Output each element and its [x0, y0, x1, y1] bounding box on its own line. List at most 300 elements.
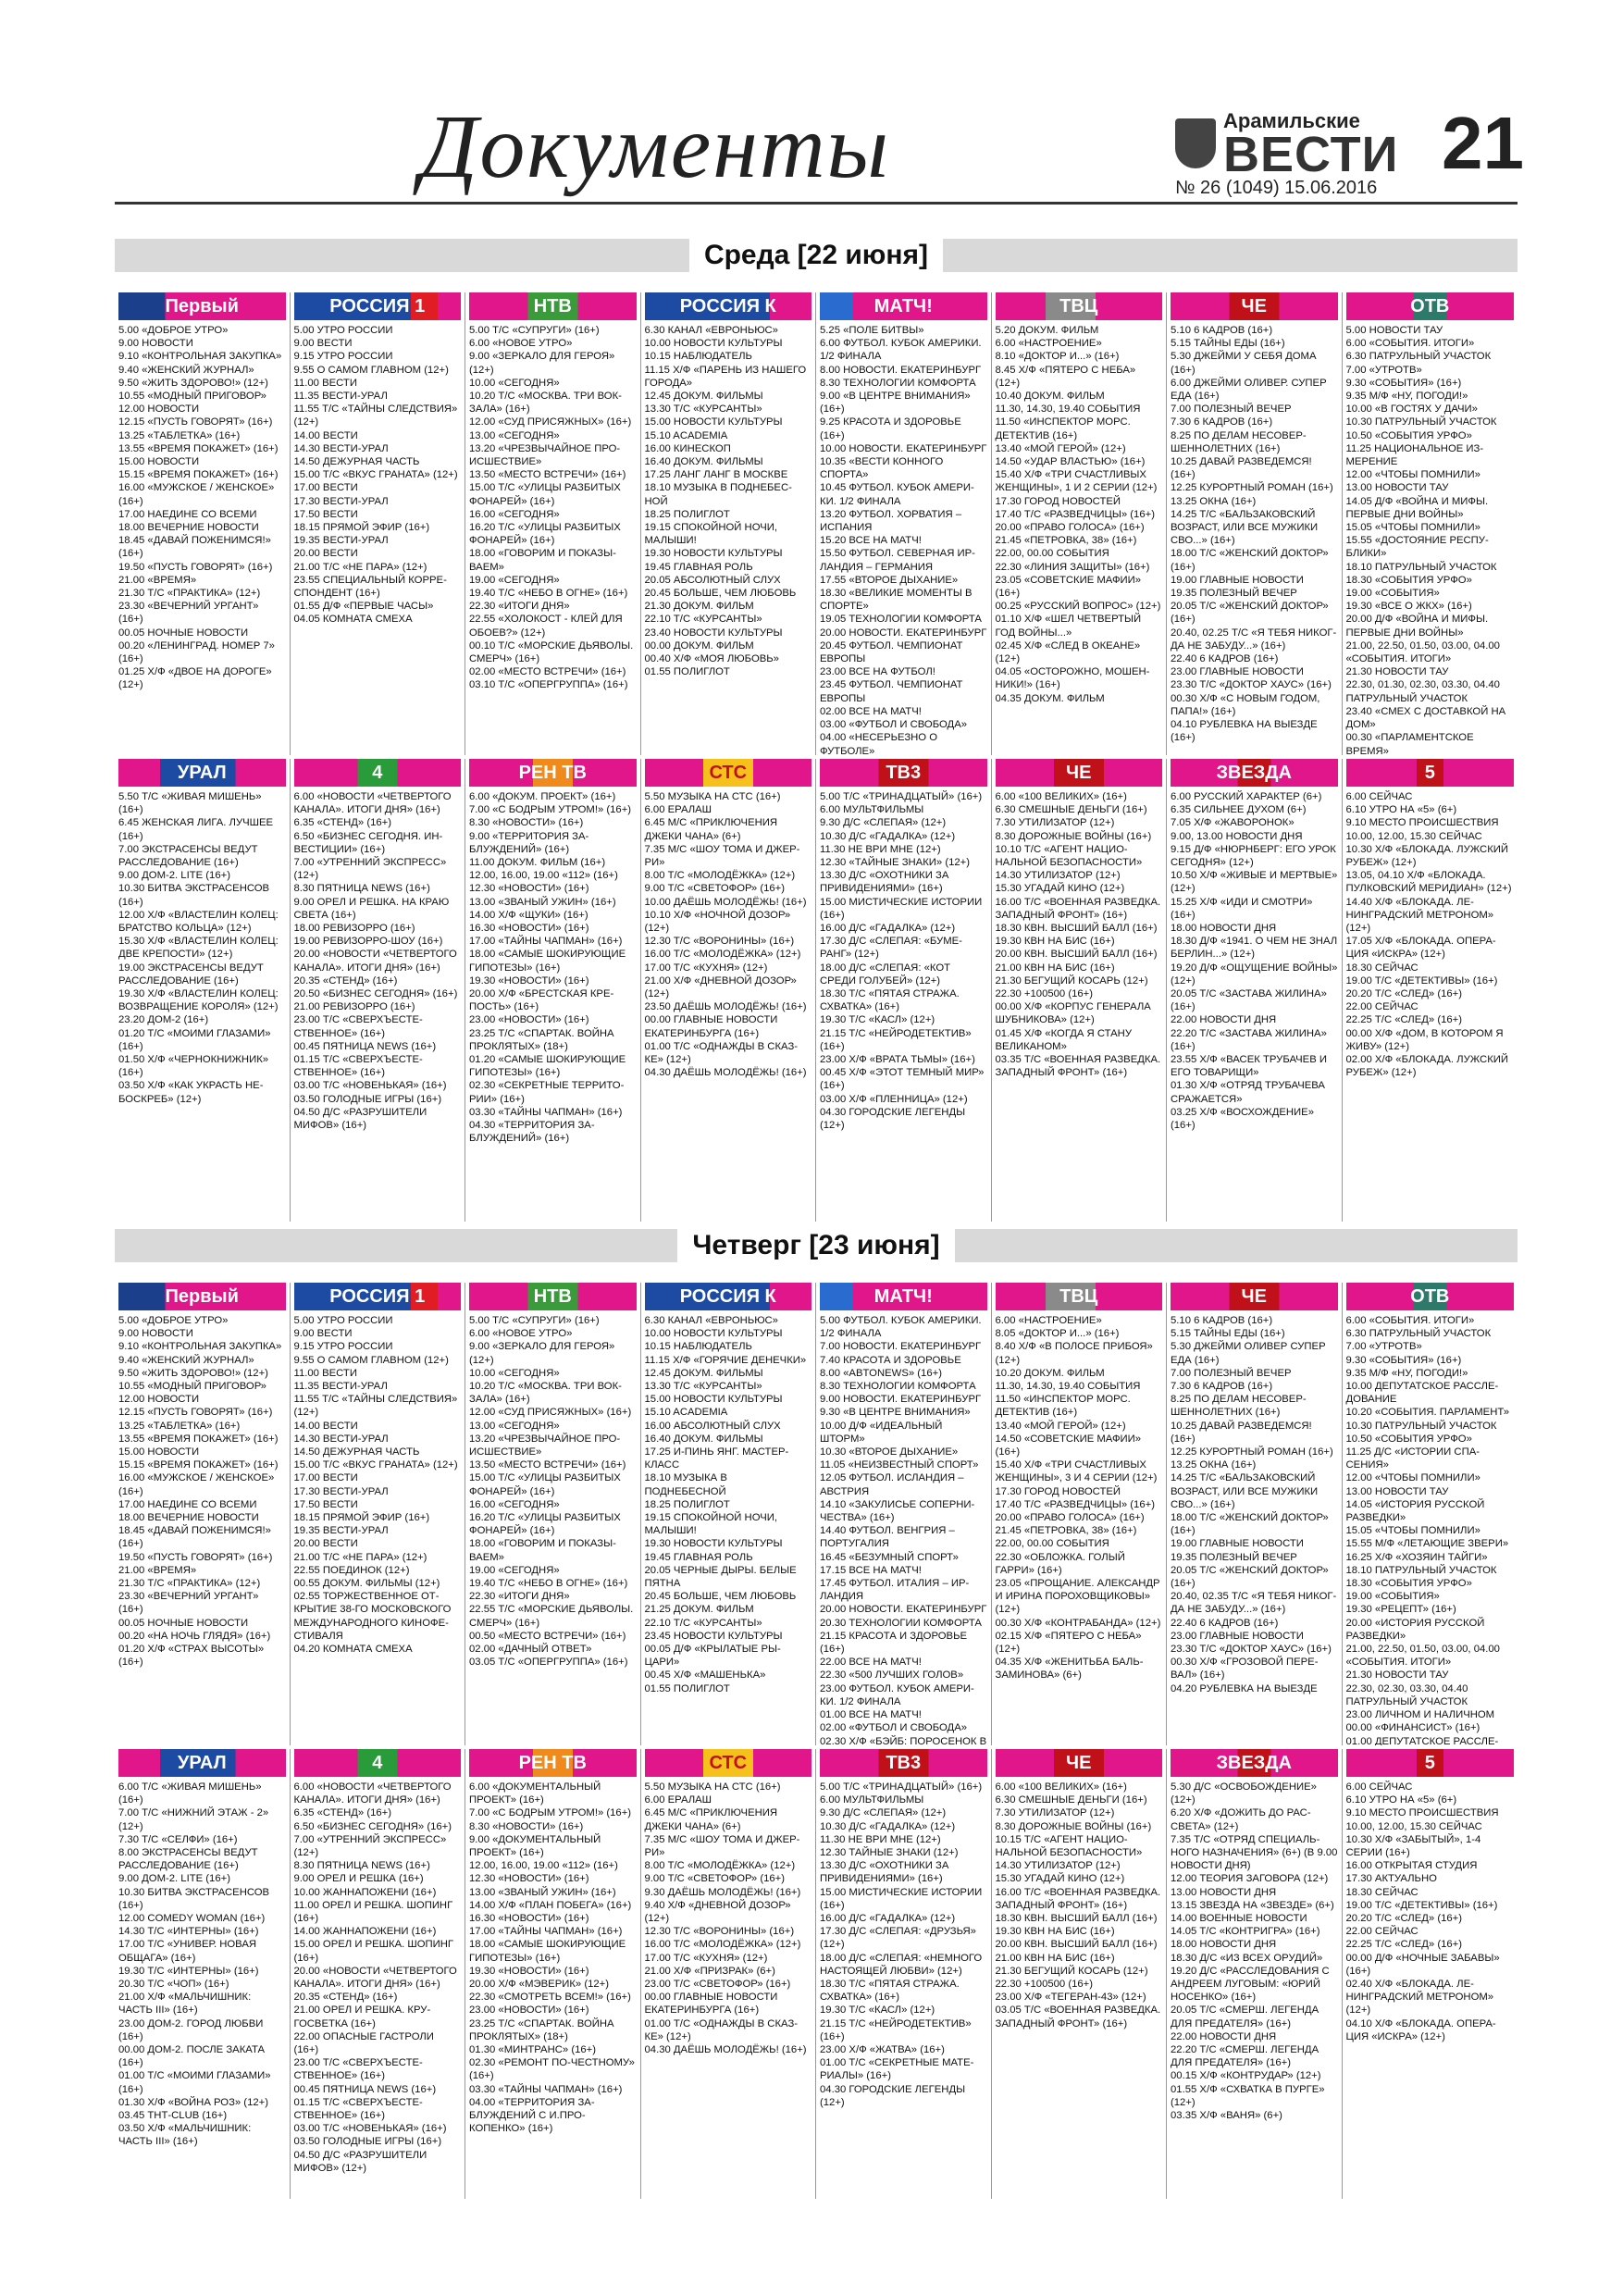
program-line: 20.05 ЧЕРНЫЕ ДЫРЫ. БЕЛЫЕ ПЯТНА: [644, 1564, 797, 1590]
program-line: 12.05 ФУТБОЛ. ИСЛАНДИЯ – АВСТРИЯ: [820, 1472, 964, 1497]
program-line: 21.30 БЕГУЩИЙ КОСАРЬ (12+): [995, 974, 1148, 987]
program-line: 01.50 Х/Ф «ЧЕРНОКНИЖНИК» (16+): [118, 1054, 269, 1079]
program-line: 20.45 БОЛЬШЕ, ЧЕМ ЛЮБОВЬ: [644, 1591, 797, 1603]
program-line: 17.50 ВЕСТИ: [293, 508, 358, 520]
program-line: 04.30 ГОРОДСКИЕ ЛЕГЕНДЫ (12+): [820, 1106, 966, 1132]
program-line: 7.00 НОВОСТИ. ЕКАТЕРИНБУРГ: [820, 1341, 982, 1353]
program-line: 11.00 ОРЕЛ И РЕШКА. ШОПИНГ (16+): [293, 1899, 453, 1925]
program-line: 17.00 Т/С «УНИВЕР. НОВАЯ ОБЩАГА» (16+): [118, 1939, 257, 1964]
program-line: 01.30 «МИНТРАНС» (16+): [469, 2044, 597, 2056]
program-line: 22.00 ВСЕ НА МАТЧ!: [820, 1657, 922, 1669]
program-line: 11.50 «ИНСПЕКТОР МОРС. ДЕТЕКТИВ (16+): [995, 416, 1131, 441]
program-line: 9.00 «В ЦЕНТРЕ ВНИМАНИЯ» (16+): [820, 391, 971, 416]
program-line: 21.15 КРАСОТА И ЗДОРОВЬЕ (16+): [820, 1630, 968, 1656]
program-line: 04.50 Д/С «РАЗРУШИТЕЛИ МИФОВ» (12+): [293, 2149, 427, 2174]
program-line: 15.00 НОВОСТИ КУЛЬТУРЫ: [644, 416, 783, 428]
program-line: 8.30 ТЕХНОЛОГИИ КОМФОРТА: [820, 377, 976, 389]
program-line: 23.50 ДАЁШЬ МОЛОДЁЖЬ! (16+): [644, 1001, 807, 1013]
program-line: 6.00 «НОВОСТИ «ЧЕТВЕРТОГО КАНАЛА». ИТОГИ ДНЯ» (16+): [293, 791, 452, 816]
program-line: 19.30 НОВОСТИ КУЛЬТУРЫ: [644, 548, 783, 560]
program-line: 22.55 Т/С «МОРСКИЕ ДЬЯВОЛЫ. СМЕРЧ» (16+): [469, 1604, 634, 1629]
program-line: 10.20 Т/С «МОСКВА. ТРИ ВОКЗАЛА» (16+): [469, 1381, 622, 1406]
program-line: 03.50 ГОЛОДНЫЕ ИГРЫ (16+): [293, 1093, 442, 1105]
program-line: 22.40 6 КАДРОВ (16+): [1171, 1617, 1279, 1629]
program-line: 7.35 М/С «ШОУ ТОМА И ДЖЕРРИ»: [644, 1833, 800, 1859]
program-line: 01.00 Т/С «ОДНАЖДЫ В СКАЗКЕ» (12+): [644, 1040, 799, 1066]
program-line: 11.15 Х/Ф «ГОРЯЧИЕ ДЕНЕЧКИ»: [644, 1354, 807, 1366]
program-line: 19.00 ЭКСТРАСЕНСЫ ВЕДУТ РАССЛЕДОВАНИЕ (16+): [118, 962, 264, 987]
program-line: 22.30 «ИТОГИ ДНЯ»: [469, 601, 570, 613]
program-line: 23.40 «СМЕХ С ДОСТАВКОЙ НА ДОМ»: [1345, 705, 1506, 731]
program-line: 18.00 ВЕЧЕРНИЕ НОВОСТИ: [118, 522, 259, 534]
program-line: 9.40 «ЖЕНСКИЙ ЖУРНАЛ»: [118, 364, 254, 376]
program-line: 22.30 +100500 (16+): [995, 1979, 1094, 1991]
program-line: 14.00 Х/Ф «ЩУКИ» (16+): [469, 909, 588, 921]
program-line: 18.30 СЕЙЧАС: [1345, 962, 1419, 974]
program-line: 13.05, 04.10 Х/Ф «БЛОКАДА. ПУЛКОВСКИЙ МЕРИДИАН» (12+): [1345, 870, 1512, 895]
program-line: 12.00, 16.00, 19.00 «112» (16+): [469, 1860, 618, 1872]
program-line: 17.00 НАЕДИНЕ СО ВСЕМИ: [118, 1498, 257, 1510]
program-line: 14.05 «ИСТОРИЯ РУССКОЙ РАЗВЕДКИ»: [1345, 1498, 1485, 1524]
program-line: 5.00 ФУТБОЛ. КУБОК АМЕРИКИ. 1/2 ФИНАЛА: [820, 1315, 982, 1340]
program-line: 20.00 «НОВОСТИ «ЧЕТВЕРТОГО КАНАЛА». ИТОГИ ДНЯ» (16+): [293, 1965, 457, 1991]
program-line: 04.10 Х/Ф «БЛОКАДА. ОПЕРАЦИЯ «ИСКРА» (12+): [1345, 2017, 1496, 2042]
program-line: 03.30 «ТАЙНЫ ЧАПМАН» (16+): [469, 2083, 623, 2095]
program-line: 20.00 Х/Ф «БРЕСТСКАЯ КРЕПОСТЬ» (16+): [469, 988, 614, 1013]
program-line: 20.00 НОВОСТИ. ЕКАТЕРИНБУРГ: [820, 1604, 987, 1616]
program-line: 6.00 «НОВОЕ УТРО»: [469, 1328, 573, 1340]
program-line: 14.30 УТИЛИЗАТОР (12+): [995, 870, 1121, 882]
program-line: 18.00 Д/С «СЛЕПАЯ: «КОТ СРЕДИ ГОЛУБЕЙ» (12+): [820, 962, 951, 987]
program-line: 8.00 НОВОСТИ. ЕКАТЕРИНБУРГ: [820, 364, 982, 376]
channel-logo: РОССИЯ 1: [294, 1283, 462, 1310]
program-line: 00.05 Д/Ф «КРЫЛАТЫЕ РЫЦАРИ»: [644, 1644, 781, 1669]
program-line: 6.00 СЕЙЧАС: [1345, 791, 1413, 802]
program-line: 9.15 УТРО РОССИИ: [293, 351, 393, 363]
program-line: 20.05 Т/С «СМЕРШ. ЛЕГЕНДА ДЛЯ ПРЕДАТЕЛЯ» (16+): [1171, 2004, 1319, 2029]
program-line: 8.25 ПО ДЕЛАМ НЕСОВЕРШЕННОЛЕТНИХ (16+): [1171, 1394, 1307, 1419]
program-line: 13.30 Д/С «ОХОТНИКИ ЗА ПРИВИДЕНИЯМИ» (16+): [820, 1860, 949, 1885]
program-line: 00.20 «НА НОЧЬ ГЛЯДЯ» (16+): [118, 1630, 271, 1642]
program-line: 14.00 ЖАННАПОЖЕНИ (16+): [293, 1926, 437, 1938]
program-line: 20.30 Т/С «ЧОП» (16+): [118, 1979, 229, 1991]
program-line: 5.00 «ДОБРОЕ УТРО»: [118, 1315, 229, 1326]
program-line: 23.05 «СОВЕТСКИЕ МАФИИ» (16+): [995, 574, 1142, 600]
program-line: 00.30 Х/Ф «ГРОЗОВОЙ ПЕРЕВАЛ» (16+): [1171, 1657, 1319, 1682]
program-line: 21.00 КВН НА БИС (16+): [995, 962, 1115, 974]
program-line: 01.55 Д/Ф «ПЕРВЫЕ ЧАСЫ»: [293, 601, 434, 613]
program-line: 15.15 «ВРЕМЯ ПОКАЖЕТ» (16+): [118, 469, 279, 481]
program-line: 13.25 «ТАБЛЕТКА» (16+): [118, 429, 241, 441]
program-line: 23.00 ЛИЧНОМ И НАЛИЧНОМ: [1345, 1709, 1495, 1721]
program-line: 20.00 Д/Ф «ВОЙНА И МИФЫ. ПЕРВЫЕ ДНИ ВОЙНЫ»: [1345, 614, 1489, 639]
program-line: 00.30 «ПАРЛАМЕНТСКОЕ ВРЕМЯ»: [1345, 732, 1474, 755]
program-line: 14.05 Д/Ф «ВОЙНА И МИФЫ. ПЕРВЫЕ ДНИ ВОЙНЫ»: [1345, 495, 1489, 520]
program-line: 9.00 «ЗЕРКАЛО ДЛЯ ГЕРОЯ» (12+): [469, 351, 615, 376]
program-line: 6.30 ПАТРУЛЬНЫЙ УЧАСТОК: [1345, 351, 1492, 363]
program-line: 19.45 ГЛАВНАЯ РОЛЬ: [644, 1551, 753, 1563]
program-line: 13.00 «СЕГОДНЯ»: [469, 429, 560, 441]
program-line: 17.40 Т/С «РАЗВЕДЧИЦЫ» (16+): [995, 508, 1155, 520]
program-line: 11.15 Х/Ф «ПАРЕНЬ ИЗ НАШЕГО ГОРОДА»: [644, 364, 807, 389]
program-line: 23.55 Х/Ф «ВАСЕК ТРУБАЧЕВ И ЕГО ТОВАРИЩИ»: [1171, 1054, 1327, 1079]
channel-logo: МАТЧ!: [820, 292, 987, 320]
program-line: 13.20 ФУТБОЛ. ХОРВАТИЯ – ИСПАНИЯ: [820, 508, 962, 534]
program-line: 19.40 Т/С «НЕБО В ОГНЕ» (16+): [469, 588, 628, 600]
program-line: 13.55 «ВРЕМЯ ПОКАЖЕТ» (16+): [118, 1433, 279, 1445]
program-line: 16.00 Д/С «ГАДАЛКА» (12+): [820, 1913, 956, 1925]
program-line: 7.00 «УТРОТВ»: [1345, 364, 1422, 376]
brand-small: Арамильские: [1223, 109, 1360, 132]
program-line: 01.00 Т/С «ОДНАЖДЫ В СКАЗКЕ» (12+): [644, 2017, 799, 2042]
newspaper-logo: [1175, 102, 1524, 198]
program-line: 7.35 М/С «ШОУ ТОМА И ДЖЕРРИ»: [644, 843, 800, 869]
section-title: Документы: [420, 97, 891, 197]
program-line: 03.00 Т/С «НОВЕНЬКАЯ» (16+): [293, 1080, 447, 1092]
program-line: 02.00 Х/Ф «БЛОКАДА. ЛУЖСКИЙ РУБЕЖ» (12+): [1345, 1054, 1509, 1079]
program-line: 10.55 «МОДНЫЙ ПРИГОВОР»: [118, 1381, 266, 1393]
program-line: 13.00 «ЗВАНЫЙ УЖИН» (16+): [469, 896, 616, 908]
program-line: 7.00 «С БОДРЫМ УТРОМ!» (16+): [469, 1807, 632, 1819]
program-line: 9.55 О САМОМ ГЛАВНОМ (12+): [293, 1354, 449, 1366]
program-line: 15.00 Т/С «УЛИЦЫ РАЗБИТЫХ ФОНАРЕЙ» (16+): [469, 482, 621, 507]
program-line: 10.15 НАБЛЮДАТЕЛЬ: [644, 1341, 752, 1353]
program-line: 9.00 «ЗЕРКАЛО ДЛЯ ГЕРОЯ» (12+): [469, 1341, 615, 1366]
program-line: 11.50 «ИНСПЕКТОР МОРС. ДЕТЕКТИВ (16+): [995, 1394, 1131, 1419]
program-line: 7.00 ПОЛЕЗНЫЙ ВЕЧЕР: [1171, 403, 1292, 416]
program-line: 7.00 ПОЛЕЗНЫЙ ВЕЧЕР: [1171, 1367, 1292, 1379]
program-line: 13.00 «ЗВАНЫЙ УЖИН» (16+): [469, 1886, 616, 1898]
program-line: 17.30 ВЕСТИ-УРАЛ: [293, 1485, 389, 1497]
program-line: 12.00 Х/Ф «ВЛАСТЕЛИН КОЛЕЦ: БРАТСТВО КОЛЬЦА» (12+): [118, 909, 279, 935]
program-line: 22.30, 02.30, 03.30, 04.40 ПАТРУЛЬНЫЙ УЧАСТОК: [1345, 1682, 1468, 1707]
program-line: 23.30 «ВЕЧЕРНИЙ УРГАНТ» (16+): [118, 1591, 259, 1616]
program-line: 22.55 ПОЕДИНОК (12+): [293, 1564, 410, 1576]
channel-logo: 4: [294, 759, 462, 787]
day-title: Среда [22 июня]: [689, 239, 943, 272]
program-line: 02.40 Х/Ф «БЛОКАДА. ЛЕНИНГРАДСКИЙ МЕТРОНОМ» (12+): [1345, 1979, 1494, 2017]
program-line: 7.35 Т/С «ОТРЯД СПЕЦИАЛЬНОГО НАЗНАЧЕНИЯ» (6+) (В 9.00 НОВОСТИ ДНЯ): [1171, 1833, 1338, 1872]
program-line: 04.35 ДОКУМ. ФИЛЬМ: [995, 692, 1105, 704]
program-line: 9.00 «ТЕРРИТОРИЯ ЗАБЛУЖДЕНИЙ» (16+): [469, 830, 589, 855]
channel-column: [1343, 1749, 1518, 2199]
program-line: 12.25 КУРОРТНЫЙ РОМАН (16+): [1171, 482, 1333, 494]
program-line: 22.20 Т/С «СМЕРШ. ЛЕГЕНДА ДЛЯ ПРЕДАТЕЛЯ» (16+): [1171, 2044, 1319, 2069]
program-line: 00.00 Д/Ф «НОЧНЫЕ ЗАБАВЫ» (16+): [1345, 1952, 1500, 1977]
program-line: 7.30 6 КАДРОВ (16+): [1171, 416, 1273, 428]
program-line: 22.30 «500 ЛУЧШИХ ГОЛОВ»: [820, 1669, 964, 1682]
masthead: [115, 96, 1524, 198]
program-line: 12.30 Т/С «ВОРОНИНЫ» (16+): [644, 936, 795, 948]
program-line: 18.00 НОВОСТИ ДНЯ: [1171, 1939, 1277, 1951]
channel-column: [1343, 1283, 1518, 1745]
program-line: 23.30 Т/С «ДОКТОР ХАУС» (16+): [1171, 679, 1332, 691]
brand-big: ВЕСТИ: [1223, 127, 1399, 182]
program-line: 04.00 «НЕСЕРЬЕЗНО О ФУТБОЛЕ»: [820, 732, 938, 755]
channel-logo: Первый: [118, 1283, 286, 1310]
program-line: 01.30 Х/Ф «ВОЙНА РОЗ» (12+): [118, 2096, 268, 2108]
program-line: 6.00 ЕРАЛАШ: [644, 1794, 712, 1806]
channel-column: [1343, 292, 1518, 755]
program-line: 20.00 «ИСТОРИЯ РУССКОЙ РАЗВЕДКИ»: [1345, 1617, 1485, 1642]
program-line: 6.00 «НАСТРОЕНИЕ»: [995, 338, 1102, 350]
program-line: 03.00 Т/С «НОВЕНЬКАЯ» (16+): [293, 2123, 447, 2135]
program-line: 04.20 РУБЛЕВКА НА ВЫЕЗДЕ: [1171, 1682, 1318, 1694]
channel-column: [641, 1749, 817, 2199]
program-line: 19.30 «РЕЦЕПТ» (16+): [1345, 1604, 1456, 1616]
program-line: 22.30 «ОБЛОЖКА. ГОЛЫЙ ГАРРИ» (16+): [995, 1551, 1125, 1576]
program-line: 16.00 Т/С «МОЛОДЁЖКА» (12+): [644, 949, 801, 961]
channel-logo: СТС: [645, 1749, 812, 1777]
program-line: 6.30 СМЕШНЫЕ ДЕНЬГИ (16+): [995, 1794, 1147, 1806]
program-line: 21.30 Т/С «ПРАКТИКА» (12+): [118, 588, 261, 600]
program-line: 03.35 Т/С «ВОЕННАЯ РАЗВЕДКА. ЗАПАДНЫЙ ФРОНТ» (16+): [995, 1054, 1161, 1079]
program-line: 04.50 Д/С «РАЗРУШИТЕЛИ МИФОВ» (16+): [293, 1106, 427, 1132]
program-line: 19.00 Т/С «ДЕТЕКТИВЫ» (16+): [1345, 1899, 1498, 1911]
program-line: 23.25 Т/С «СПАРТАК. ВОЙНА ПРОКЛЯТЫХ» (18+): [469, 1027, 614, 1052]
program-line: 21.00 «ВРЕМЯ»: [118, 1564, 197, 1576]
program-line: 11.00 ВЕСТИ: [293, 1367, 357, 1379]
program-line: 10.00 НОВОСТИ КУЛЬТУРЫ: [644, 1328, 783, 1340]
program-line: 16.25 Х/Ф «ХОЗЯИН ТАЙГИ»: [1345, 1551, 1488, 1563]
channel-logo: ОТВ: [1346, 1283, 1515, 1310]
program-line: 13.55 «ВРЕМЯ ПОКАЖЕТ» (16+): [118, 442, 279, 454]
program-line: 10.30 БИТВА ЭКСТРАСЕНСОВ (16+): [118, 883, 270, 908]
program-line: 00.00 ГЛАВНЫЕ НОВОСТИ ЕКАТЕРИНБУРГА (16+): [644, 1992, 778, 2017]
program-line: 11.35 ВЕСТИ-УРАЛ: [293, 391, 388, 403]
channel-logo: 5: [1346, 1749, 1515, 1777]
channel-column: [115, 292, 291, 755]
program-line: 6.35 «СТЕНД» (16+): [293, 1807, 392, 1819]
program-line: 16.00 Т/С «ВОЕННАЯ РАЗВЕДКА. ЗАПАДНЫЙ ФРОНТ» (16+): [995, 896, 1161, 921]
issue-line: № 26 (1049) 15.06.2016: [1175, 178, 1378, 198]
program-line: 20.00 «ПРАВО ГОЛОСА» (16+): [995, 1512, 1145, 1524]
program-line: 12.00 COMEDY WOMAN (16+): [118, 1913, 266, 1925]
program-line: 11.30 НЕ ВРИ МНЕ (12+): [820, 843, 941, 855]
program-line: 7.05 Х/Ф «ЖАВОРОНОК»: [1171, 817, 1295, 829]
program-line: 18.30 Т/С «ПЯТАЯ СТРАЖА. СХВАТКА» (16+): [820, 988, 960, 1013]
program-line: 17.00 Т/С «КУХНЯ» (12+): [644, 1952, 768, 1964]
program-line: 6.00 Т/С «ЖИВАЯ МИШЕНЬ» (16+): [118, 1781, 262, 1806]
program-line: 18.00 «САМЫЕ ШОКИРУЮЩИЕ ГИПОТЕЗЫ» (16+): [469, 1939, 626, 1964]
program-line: 9.00 ОРЕЛ И РЕШКА (16+): [293, 1873, 424, 1885]
program-line: 16.00 Д/С «ГАДАЛКА» (12+): [820, 923, 956, 935]
program-line: 16.00 Т/С «ВОЕННАЯ РАЗВЕДКА. ЗАПАДНЫЙ ФРОНТ» (16+): [995, 1886, 1161, 1911]
program-line: 6.45 ЖЕНСКАЯ ЛИГА. ЛУЧШЕЕ (16+): [118, 817, 274, 842]
program-line: 19.30 НОВОСТИ КУЛЬТУРЫ: [644, 1538, 783, 1550]
program-line: 00.00 Х/Ф «КОРПУС ГЕНЕРАЛА ШУБНИКОВА» (12+): [995, 1001, 1151, 1026]
program-line: 6.00 СЕЙЧАС: [1345, 1781, 1413, 1793]
program-line: 03.35 Х/Ф «ВАНЯ» (6+): [1171, 2110, 1282, 2122]
program-line: 13.20 «ЧРЕЗВЫЧАЙНОЕ ПРОИСШЕСТВИЕ»: [469, 1433, 621, 1458]
channel-column: [465, 759, 641, 1222]
program-line: 13.30 Т/С «КУРСАНТЫ»: [644, 403, 762, 416]
program-line: 6.00 ЕРАЛАШ: [644, 804, 712, 816]
program-line: 02.45 Х/Ф «СЛЕД В ОКЕАНЕ» (12+): [995, 639, 1141, 665]
program-line: 20.35 «СТЕНД» (16+): [293, 1992, 398, 2004]
program-line: 17.05 Х/Ф «БЛОКАДА. ОПЕРАЦИЯ «ИСКРА» (12+): [1345, 936, 1496, 961]
program-line: 6.00 «100 ВЕЛИКИХ» (16+): [995, 1781, 1127, 1793]
program-line: 8.40 Х/Ф «В ПОЛОСЕ ПРИБОЯ» (12+): [995, 1341, 1153, 1366]
program-line: 17.00 ВЕСТИ: [293, 1472, 358, 1484]
program-line: 8.00 «ABTONEWS» (16+): [820, 1367, 942, 1379]
program-line: 5.00 УТРО РОССИИ: [293, 1315, 393, 1326]
program-line: 6.00 «ДОКУМ. ПРОЕКТ» (16+): [469, 791, 616, 802]
program-line: 01.00 Т/С «СЕКРЕТНЫЕ МАТЕРИАЛЫ» (16+): [820, 2057, 974, 2082]
program-line: 18.00 РЕВИЗОРРО (16+): [293, 923, 415, 935]
program-line: 14.50 «УДАР ВЛАСТЬЮ» (16+): [995, 456, 1146, 468]
program-line: 10.55 «МОДНЫЙ ПРИГОВОР»: [118, 391, 266, 403]
program-line: 13.00 НОВОСТИ ТАУ: [1345, 482, 1449, 494]
program-line: 02.15 Х/Ф «ПЯТЕРО С НЕБА» (12+): [995, 1630, 1142, 1656]
program-line: 10.00 «СЕГОДНЯ»: [469, 1367, 560, 1379]
channel-column: [1167, 1749, 1343, 2199]
program-line: 01.55 ПОЛИГЛОТ: [644, 666, 730, 678]
program-line: 9.30 «СОБЫТИЯ» (16+): [1345, 1354, 1462, 1366]
program-line: 17.30 ГОРОД НОВОСТЕЙ: [995, 495, 1121, 507]
program-line: 19.50 «ПУСТЬ ГОВОРЯТ» (16+): [118, 561, 273, 573]
program-line: 8.30 «НОВОСТИ» (16+): [469, 817, 584, 829]
program-line: 15.25 Х/Ф «ИДИ И СМОТРИ» (16+): [1171, 896, 1313, 921]
program-line: 18.30 «ВЕЛИКИЕ МОМЕНТЫ В СПОРТЕ»: [820, 588, 973, 613]
program-line: 6.50 «БИЗНЕС СЕГОДНЯ» (16+): [293, 1820, 452, 1832]
program-line: 8.30 ТЕХНОЛОГИИ КОМФОРТА: [820, 1381, 976, 1393]
program-line: 10.20 «СОБЫТИЯ. ПАРЛАМЕНТ»: [1345, 1407, 1510, 1419]
program-line: 12.00 «ЧТОБЫ ПОМНИЛИ»: [1345, 1472, 1481, 1484]
program-line: 15.00 НОВОСТИ: [118, 456, 200, 468]
program-line: 00.30 Х/Ф «КОНТРАБАНДА» (12+): [995, 1617, 1161, 1629]
program-line: 17.45 ФУТБОЛ. ИТАЛИЯ – ИРЛАНДИЯ: [820, 1578, 970, 1603]
program-line: 9.15 Д/Ф «НЮРНБЕРГ: ЕГО УРОК СЕГОДНЯ» (12+): [1171, 843, 1336, 869]
program-line: 02.55 ТОРЖЕСТВЕННОЕ ОТКРЫТИЕ 38-ГО МОСКОВСКОГО МЕЖДУНАРОДНОГО КИНОФЕСТИВАЛЯ: [293, 1591, 452, 1642]
program-line: 23.30 Т/С «ДОКТОР ХАУС» (16+): [1171, 1644, 1332, 1656]
program-line: 00.05 НОЧНЫЕ НОВОСТИ: [118, 1617, 249, 1629]
program-line: 5.00 «ДОБРОЕ УТРО»: [118, 325, 229, 336]
program-line: 10.50 «СОБЫТИЯ УРФО»: [1345, 1433, 1472, 1445]
program-line: 9.00 НОВОСТИ. ЕКАТЕРИНБУРГ: [820, 1394, 982, 1406]
program-line: 21.00 Х/Ф «ПРИЗРАК» (6+): [644, 1965, 775, 1977]
program-line: 10.10 Х/Ф «НОЧНОЙ ДОЗОР» (12+): [644, 909, 791, 935]
program-line: 13.40 «МОЙ ГЕРОЙ» (12+): [995, 1420, 1126, 1432]
program-line: 12.45 ДОКУМ. ФИЛЬМЫ: [644, 391, 763, 403]
channel-logo: ЧЕ: [1171, 1283, 1338, 1310]
program-line: 13.00 НОВОСТИ ДНЯ: [1171, 1886, 1277, 1898]
program-line: 5.10 6 КАДРОВ (16+): [1171, 1315, 1273, 1326]
program-line: 19.00 «СОБЫТИЯ»: [1345, 588, 1440, 600]
program-line: 9.00 ВЕСТИ: [293, 338, 353, 350]
program-line: 9.25 КРАСОТА И ЗДОРОВЬЕ (16+): [820, 416, 961, 441]
program-line: 01.30 Х/Ф «ОТРЯД ТРУБАЧЕВА СРАЖАЕТСЯ»: [1171, 1080, 1325, 1105]
program-line: 10.25 ДАВАЙ РАЗВЕДЕМСЯ! (16+): [1171, 456, 1312, 481]
program-line: 10.00 ДЕПУТАТСКОЕ РАССЛЕДОВАНИЕ: [1345, 1381, 1499, 1406]
program-line: 10.25 ДАВАЙ РАЗВЕДЕМСЯ! (16+): [1171, 1420, 1312, 1445]
channel-logo: ЗВЕЗДА: [1171, 759, 1338, 787]
channel-column: [992, 1283, 1168, 1745]
program-line: 15.50 ФУТБОЛ. СЕВЕРНАЯ ИРЛАНДИЯ – ГЕРМАНИЯ: [820, 548, 975, 573]
program-line: 11.30, 14.30, 19.40 СОБЫТИЯ: [995, 1381, 1141, 1393]
program-line: 9.15 УТРО РОССИИ: [293, 1341, 393, 1353]
program-line: 9.00 ДОМ-2. LITE (16+): [118, 1873, 230, 1885]
program-line: 16.40 ДОКУМ. ФИЛЬМЫ: [644, 456, 763, 468]
program-line: 6.10 УТРО НА «5» (6+): [1345, 804, 1457, 816]
program-line: 9.30 ДАЁШЬ МОЛОДЁЖЬ! (16+): [644, 1886, 801, 1898]
program-line: 9.35 М/Ф «НУ, ПОГОДИ!»: [1345, 391, 1468, 403]
program-line: 18.30 КВН. ВЫСШИЙ БАЛЛ (16+): [995, 1913, 1158, 1925]
program-line: 18.45 «ДАВАЙ ПОЖЕНИМСЯ!» (16+): [118, 535, 271, 560]
program-line: 9.30 Д/С «СЛЕПАЯ» (12+): [820, 817, 947, 829]
program-line: 6.30 КАНАЛ «ЕВРОНЬЮС»: [644, 325, 778, 336]
program-line: 7.00 Т/С «НИЖНИЙ ЭТАЖ - 2» (12+): [118, 1807, 269, 1832]
program-line: 15.05 «ЧТОБЫ ПОМНИЛИ»: [1345, 1525, 1481, 1537]
program-line: 21.30 НОВОСТИ ТАУ: [1345, 666, 1449, 678]
program-line: 8.00 Т/С «МОЛОДЁЖКА» (12+): [644, 1860, 796, 1872]
program-line: 5.50 МУЗЫКА НА СТС (16+): [644, 1781, 781, 1793]
channel-logo: МАТЧ!: [820, 1283, 987, 1310]
channel-logo: НТВ: [469, 292, 637, 320]
program-line: 15.30 УГАДАЙ КИНО (12+): [995, 1873, 1125, 1885]
program-line: 23.00 Х/Ф «ВРАТА ТЬМЫ» (16+): [820, 1054, 975, 1066]
program-line: 23.00 ВСЕ НА ФУТБОЛ!: [820, 666, 935, 678]
program-line: 21.00, 22.50, 01.50, 03.00, 04.00 «СОБЫТИЯ. ИТОГИ»: [1345, 639, 1500, 665]
program-line: 23.00 Х/Ф «ЖАТВА» (16+): [820, 2044, 945, 2056]
program-line: 12.25 КУРОРТНЫЙ РОМАН (16+): [1171, 1446, 1333, 1458]
program-line: 6.00 «ДОКУМЕНТАЛЬНЫЙ ПРОЕКТ» (16+): [469, 1781, 601, 1806]
program-line: 11.55 Т/С «ТАЙНЫ СЛЕДСТВИЯ» (12+): [293, 1394, 458, 1419]
program-line: 19.30 «ВСЕ О ЖКХ» (16+): [1345, 601, 1472, 613]
program-line: 17.40 Т/С «РАЗВЕДЧИЦЫ» (16+): [995, 1498, 1155, 1510]
program-line: 22.00 СЕЙЧАС: [1345, 1926, 1419, 1938]
program-line: 6.00 МУЛЬТФИЛЬМЫ: [820, 804, 924, 816]
program-line: 19.45 ГЛАВНАЯ РОЛЬ: [644, 561, 753, 573]
program-line: 15.20 ВСЕ НА МАТЧ!: [820, 535, 922, 547]
program-line: 16.00 «СЕГОДНЯ»: [469, 1498, 560, 1510]
program-line: 20.05 АБСОЛЮТНЫЙ СЛУХ: [644, 574, 781, 586]
channel-column: [1167, 759, 1343, 1222]
program-line: 00.45 Х/Ф «ЭТОТ ТЕМНЫЙ МИР» (16+): [820, 1067, 985, 1092]
program-line: 19.05 ТЕХНОЛОГИИ КОМФОРТА: [820, 614, 982, 626]
program-line: 14.50 ДЕЖУРНАЯ ЧАСТЬ: [293, 456, 420, 468]
program-line: 00.20 «ЛЕНИНГРАД. НОМЕР 7» (16+): [118, 639, 275, 665]
program-line: 20.40, 02.35 Т/С «Я ТЕБЯ НИКОГДА НЕ ЗАБУДУ...» (16+): [1171, 1591, 1337, 1616]
program-line: 9.40 Х/Ф «ДНЕВНОЙ ДОЗОР» (12+): [644, 1899, 791, 1925]
program-line: 02.30 Х/Ф «БЭЙБ: ПОРОСЕНОК В: [820, 1735, 987, 1745]
program-line: 10.00 «СЕГОДНЯ»: [469, 377, 560, 389]
program-line: 00.40 Х/Ф «МОЯ ЛЮБОВЬ»: [644, 653, 779, 665]
day-band-1: [115, 239, 1518, 272]
program-line: 23.45 ФУТБОЛ. ЧЕМПИОНАТ ЕВРОПЫ: [820, 679, 963, 704]
channel-logo: РЕН ТВ: [469, 1749, 637, 1777]
program-line: 03.10 Т/С «ОПЕРГРУППА» (16+): [469, 679, 628, 691]
program-line: 19.20 Д/Ф «ОЩУЩЕНИЕ ВОЙНЫ» (12+): [1171, 962, 1338, 987]
program-line: 22.20 Т/С «ЗАСТАВА ЖИЛИНА» (16+): [1171, 1027, 1327, 1052]
program-line: 5.00 Т/С «СУПРУГИ» (16+): [469, 325, 600, 336]
program-line: 12.30 «НОВОСТИ» (16+): [469, 883, 589, 895]
program-line: 17.25 ЛАНГ ЛАНГ В МОСКВЕ: [644, 469, 788, 481]
program-line: 10.20 ДОКУМ. ФИЛЬМ: [995, 1367, 1105, 1379]
program-line: 14.00 ВЕСТИ: [293, 429, 358, 441]
program-line: 15.40 Х/Ф «ТРИ СЧАСТЛИВЫХ ЖЕНЩИНЫ», 3 И 4 СЕРИИ (12+): [995, 1459, 1158, 1484]
program-line: 12.00 «ЧТОБЫ ПОМНИЛИ»: [1345, 469, 1481, 481]
program-line: 9.00 ДОМ-2. LITE (16+): [118, 870, 230, 882]
program-line: 7.40 КРАСОТА И ЗДОРОВЬЕ: [820, 1354, 961, 1366]
program-line: 03.05 Т/С «ОПЕРГРУППА» (16+): [469, 1657, 628, 1669]
program-line: 18.30 «СОБЫТИЯ УРФО»: [1345, 1578, 1472, 1590]
program-line: 10.10 Т/С «АГЕНТ НАЦИОНАЛЬНОЙ БЕЗОПАСНОСТИ»: [995, 843, 1143, 869]
program-line: 03.00 «ФУТБОЛ И СВОБОДА»: [820, 719, 968, 731]
program-line: 6.20 Х/Ф «ДОЖИТЬ ДО РАССВЕТА» (12+): [1171, 1807, 1311, 1832]
program-line: 13.40 «МОЙ ГЕРОЙ» (12+): [995, 442, 1126, 454]
channel-column: [1167, 1283, 1343, 1745]
